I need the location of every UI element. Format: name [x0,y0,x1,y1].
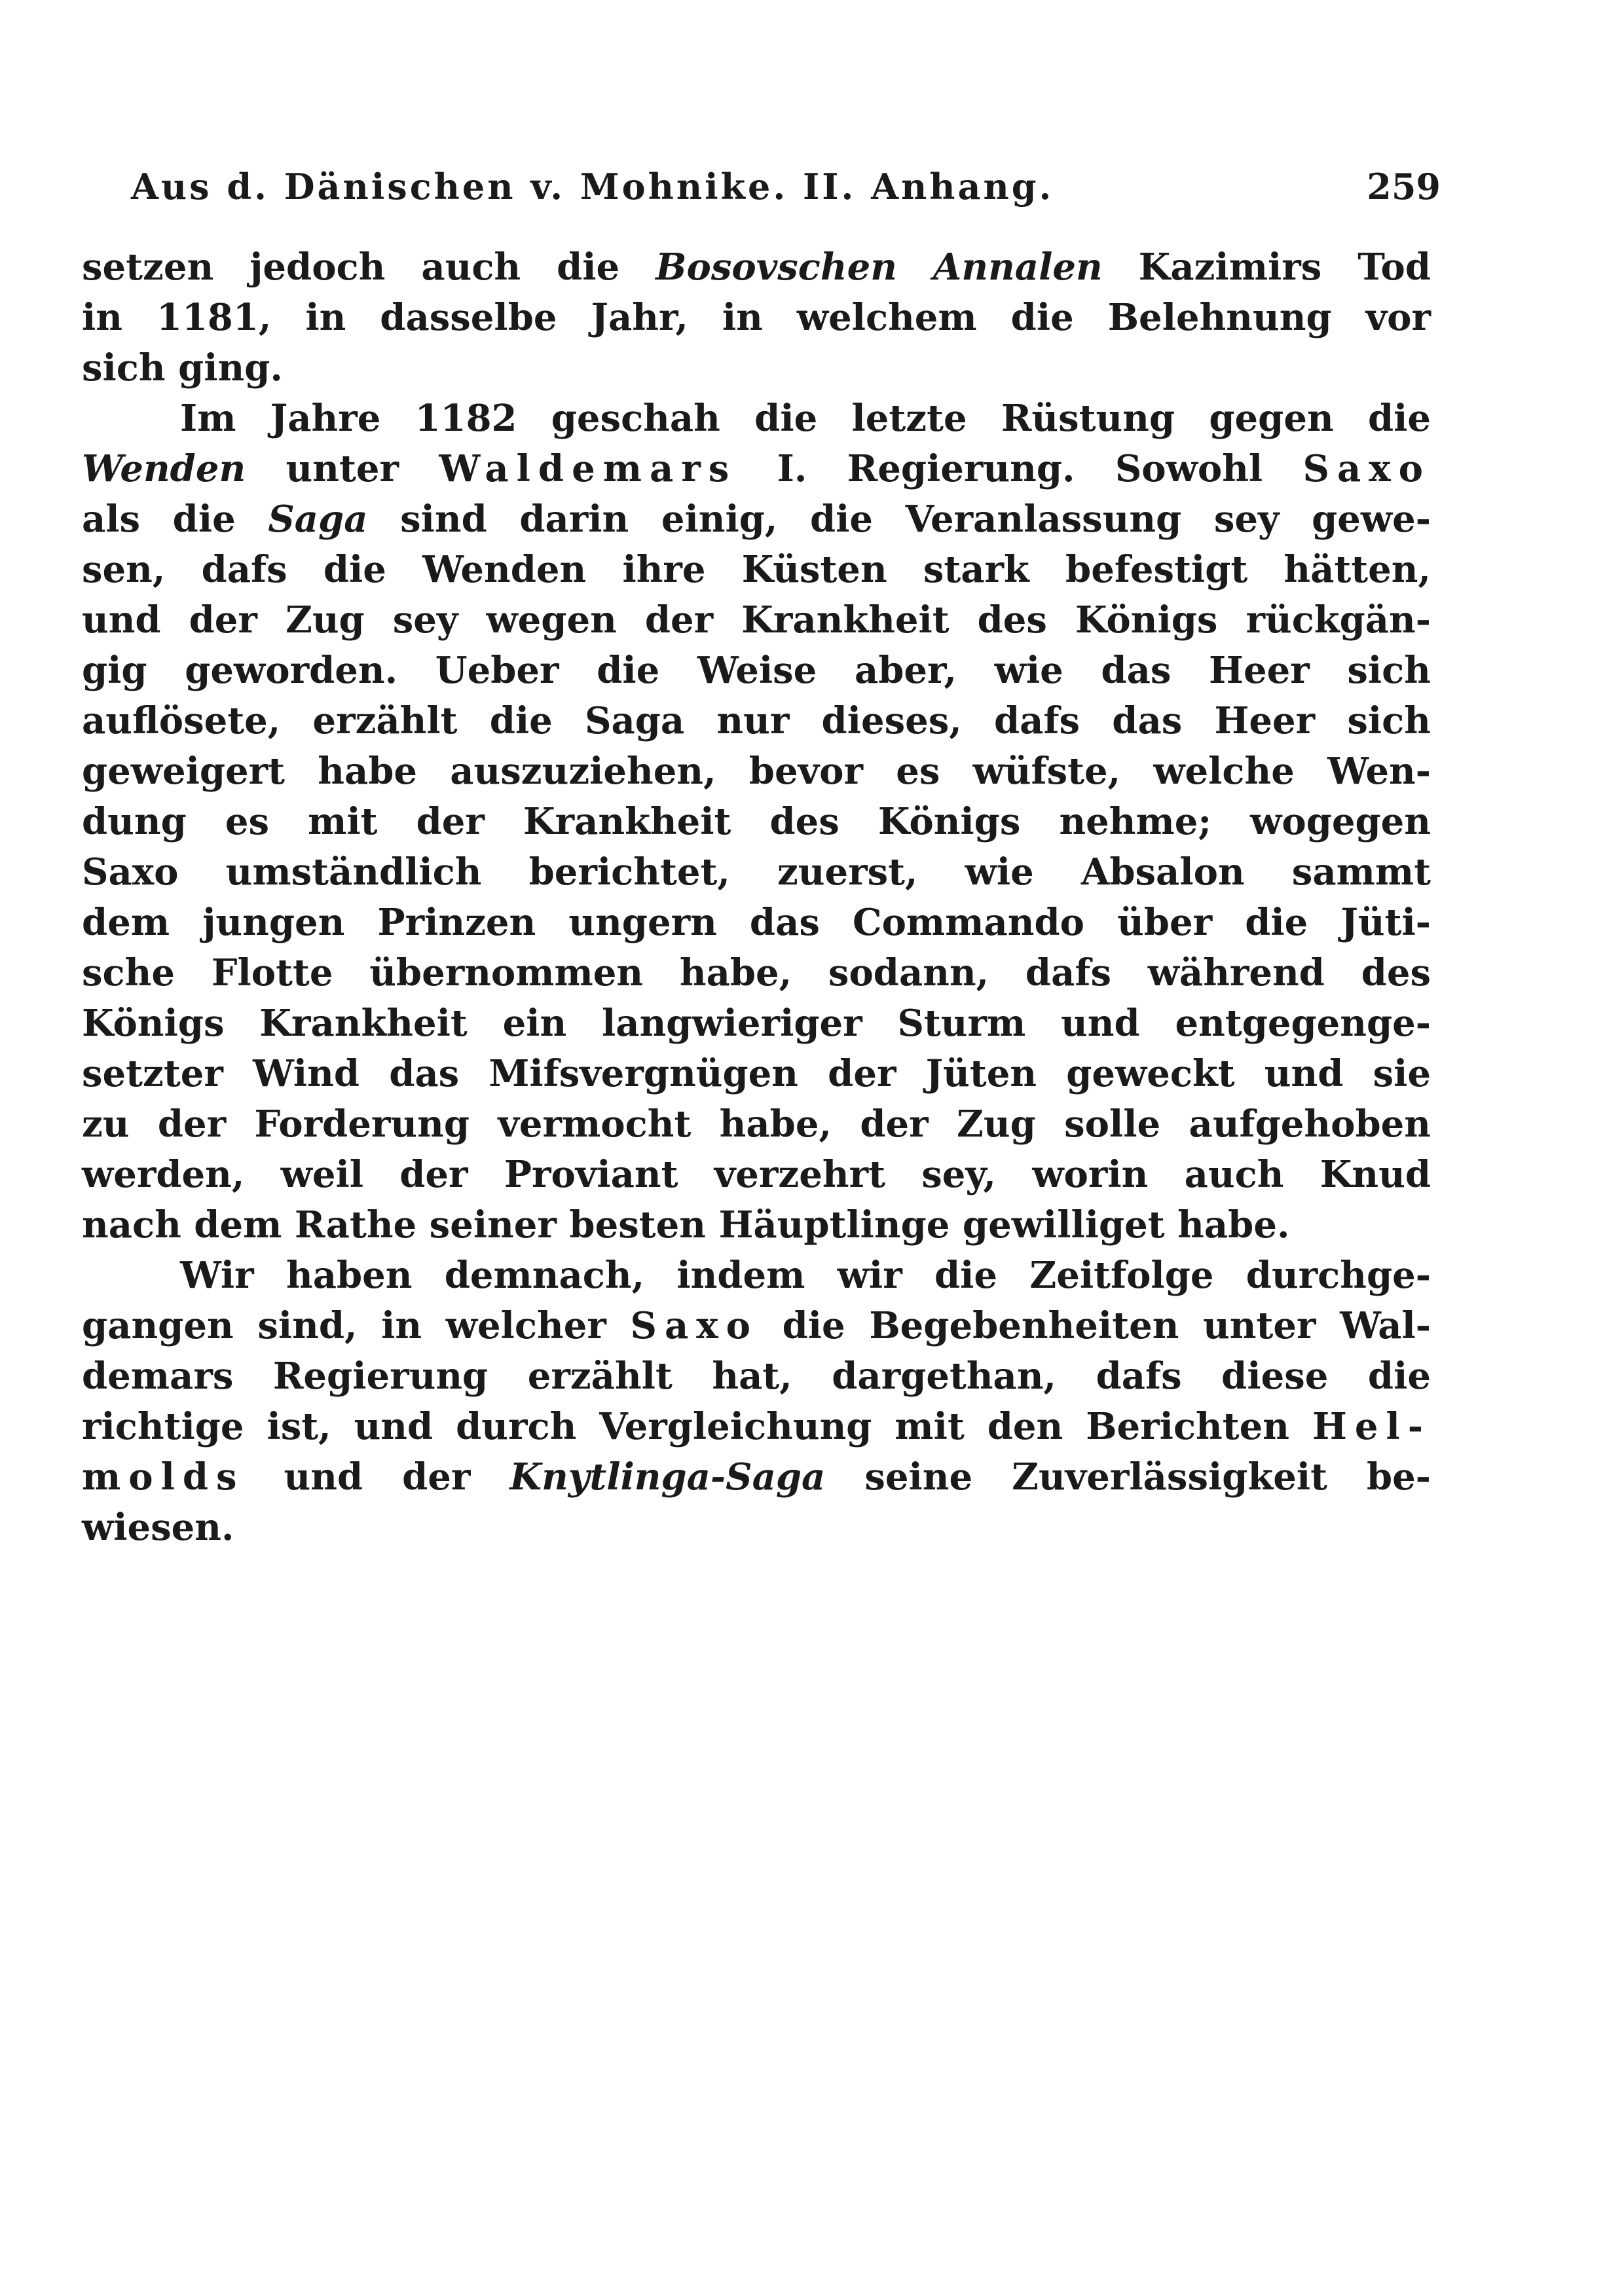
text-line: setzter Wind das Mifsvergnügen der Jüten geweckt und sie [82,1052,1431,1095]
running-head-title: Aus d. Dänischen v. Mohnike. II. Anhang. [131,166,1054,208]
text-line: Wenden unter Waldemars I. Regierung. Sowohl Saxo [82,447,1431,490]
text-line: werden, weil der Proviant verzehrt sey, worin auch Knud [82,1153,1431,1196]
text-line: wiesen. [82,1506,234,1549]
text-line: zu der Forderung vermocht habe, der Zug solle aufgehoben [82,1102,1431,1146]
running-head [131,157,1441,216]
text-line: sen, dafs die Wenden ihre Küsten stark befestigt hätten, [82,548,1431,591]
text-line: dung es mit der Krankheit des Königs nehme; wogegen [82,800,1431,843]
text-line: gig geworden. Ueber die Weise aber, wie das Heer sich [82,649,1431,692]
text-line: nach dem Rathe seiner besten Häuptlinge gewilliget habe. [82,1203,1290,1247]
text-line: gangen sind, in welcher Saxo die Begebenheiten unter Wal- [82,1304,1431,1347]
text-line: auflösete, erzählt die Saga nur dieses, dafs das Heer sich [82,699,1431,742]
text-line: als die Saga sind darin einig, die Veranlassung sey gewe- [82,498,1431,541]
text-line: richtige ist, und durch Vergleichung mit den Berichten Hel- [82,1405,1431,1448]
text-line: in 1181, in dasselbe Jahr, in welchem die Belehnung vor [82,296,1431,339]
text-line: geweigert habe auszuziehen, bevor es wüfste, welche Wen- [82,750,1431,793]
text-line: Saxo umständlich berichtet, zuerst, wie Absalon sammt [82,850,1431,894]
body-text [82,242,1431,1553]
text-line: sche Flotte übernommen habe, sodann, dafs während des [82,951,1431,994]
text-line: sich ging. [82,346,283,390]
text-line: molds und der Knytlinga-Saga seine Zuverlässigkeit be- [82,1455,1431,1499]
text-line: dem jungen Prinzen ungern das Commando über die Jüti- [82,901,1431,944]
text-line: und der Zug sey wegen der Krankheit des Königs rückgän- [82,598,1431,642]
text-line: demars Regierung erzählt hat, dargethan, dafs diese die [82,1355,1431,1398]
page-number: 259 [1367,166,1441,208]
text-line: Königs Krankheit ein langwieriger Sturm und entgegenge- [82,1002,1431,1045]
text-line: Wir haben demnach, indem wir die Zeitfolge durchge- [180,1254,1431,1297]
text-line: Im Jahre 1182 geschah die letzte Rüstung gegen die [180,397,1431,440]
text-line: setzen jedoch auch die Bosovschen Annalen Kazimirs Tod [82,246,1431,289]
